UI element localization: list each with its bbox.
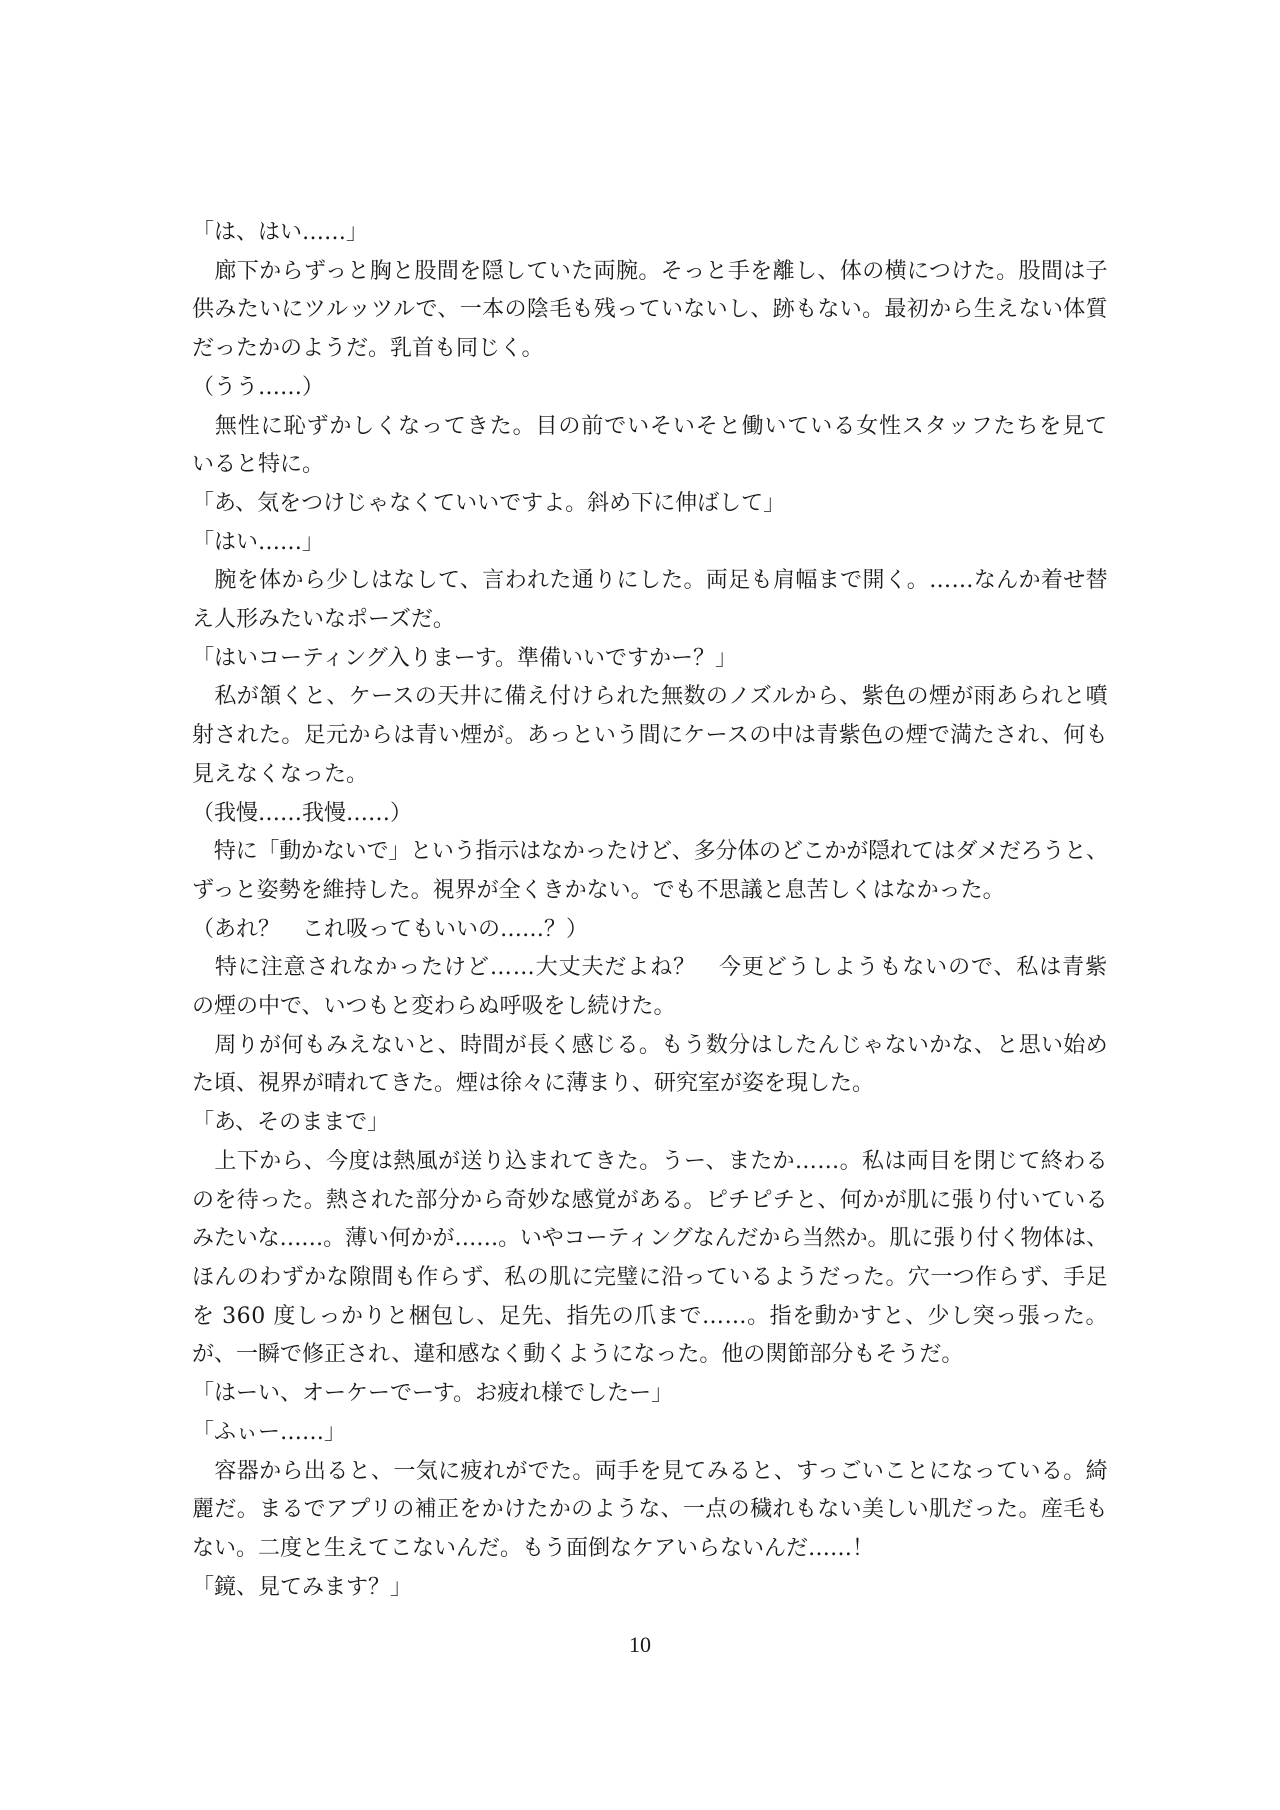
paragraph (192, 524, 1108, 563)
text-line (192, 1491, 1108, 1530)
text-line (192, 1414, 1108, 1453)
text-line (192, 1065, 1108, 1104)
paragraph (192, 678, 1108, 794)
body-text (192, 214, 1108, 1607)
text-line-content: 麗だ。まるでアプリの補正をかけたかのような、一点の穢れもない美しい肌だった。産毛も (192, 1497, 1108, 1523)
text-line-content: 「あ、気をつけじゃなくていいですよ。斜め下に伸ばして」 (192, 490, 786, 516)
paragraph (192, 949, 1108, 1026)
text-line-content: 「鏡、見てみます？」 (192, 1574, 413, 1600)
text-line-content: 無性に恥ずかしくなってきた。目の前でいそいそと働いている女性スタッフたちを見て (192, 413, 1109, 439)
text-line (192, 408, 1108, 447)
text-line (192, 678, 1108, 717)
text-line-content: 「は、はい……」 (192, 220, 369, 245)
paragraph (192, 640, 1108, 679)
paragraph (192, 485, 1108, 524)
text-line-content: （あれ？ これ吸ってもいいの……？） (192, 916, 589, 942)
text-line-content: のを待った。熱された部分から奇妙な感覚がある。ピチピチと、何かが肌に張り付いている (192, 1187, 1108, 1213)
text-line (192, 717, 1108, 756)
text-line (192, 1104, 1108, 1143)
text-line-content: の煙の中で、いつもと変わらぬ呼吸をし続けた。 (192, 994, 676, 1020)
paragraph (192, 1104, 1108, 1143)
text-line (192, 214, 1108, 253)
paragraph (192, 1375, 1108, 1414)
text-line (192, 524, 1108, 563)
text-line (192, 833, 1108, 872)
text-line (192, 485, 1108, 524)
text-line (192, 1220, 1108, 1259)
paragraph (192, 253, 1108, 369)
text-line-content: が、一瞬で修正され、違和感なく動くようになった。他の関節部分もそうだ。 (192, 1342, 964, 1368)
paragraph (192, 1027, 1108, 1104)
text-line (192, 562, 1108, 601)
text-line-content: いると特に。 (192, 452, 325, 478)
text-line-content: 「あ、そのままで」 (192, 1110, 390, 1136)
text-line (192, 1298, 1108, 1337)
text-line-content: 「ふぃー……」 (192, 1419, 347, 1445)
text-line-content: みたいな……。薄い何かが……。いやコーティングなんだから当然か。肌に張り付く物体は、 (192, 1226, 1109, 1252)
paragraph (192, 911, 1108, 950)
text-line-content: ずっと姿勢を維持した。視界が全くきかない。でも不思議と息苦しくはなかった。 (192, 877, 1005, 903)
text-line-content: 供みたいにツルッツルで、一本の陰毛も残っていないし、跡もない。最初から生えない体質 (192, 297, 1108, 323)
text-line (192, 872, 1108, 911)
text-line (192, 1453, 1108, 1492)
paragraph (192, 1143, 1108, 1375)
text-line (192, 369, 1108, 408)
paragraph (192, 214, 1108, 253)
text-line (192, 1182, 1108, 1221)
text-line-content: 「はーい、オーケーでーす。お疲れ様でしたー」 (192, 1381, 674, 1407)
paragraph (192, 408, 1108, 485)
text-line (192, 1375, 1108, 1414)
text-line (192, 795, 1108, 834)
text-line-content: 特に注意されなかったけど……大丈夫だよね？ 今更どうしようもないので、私は青紫 (192, 955, 1109, 981)
text-line-content: た頃、視界が晴れてきた。煙は徐々に薄まり、研究室が姿を現した。 (192, 1071, 875, 1097)
text-line-content: 廊下からずっと胸と股間を隠していた両腕。そっと手を離し、体の横につけた。股間は子 (192, 258, 1108, 284)
text-line (192, 1143, 1108, 1182)
paragraph (192, 1569, 1108, 1608)
text-line (192, 756, 1108, 795)
text-line-content: ほんのわずかな隙間も作らず、私の肌に完璧に沿っているようだった。穴一つ作らず、手足 (192, 1264, 1108, 1290)
text-line-content: え人形みたいなポーズだ。 (192, 607, 455, 633)
paragraph (192, 833, 1108, 910)
paragraph (192, 1453, 1108, 1569)
text-line (192, 1259, 1108, 1298)
text-line-content: 「はい……」 (192, 529, 325, 555)
text-line-content: 容器から出ると、一気に疲れがでた。両手を見てみると、すっごいことになっている。綺 (192, 1458, 1108, 1484)
text-line-content: （我慢……我慢……） (192, 800, 413, 826)
text-line-content: 腕を体から少しはなして、言われた通りにした。両足も肩幅まで開く。……なんか着せ替 (192, 568, 1109, 594)
text-line-content: 私が頷くと、ケースの天井に備え付けられた無数のノズルから、紫色の煙が雨あられと噴 (192, 684, 1108, 710)
text-line-content: だったかのようだ。乳首も同じく。 (192, 336, 544, 362)
text-line (192, 1569, 1108, 1608)
text-line-content: ない。二度と生えてこないんだ。もう面倒なケアいらないんだ……！ (192, 1535, 875, 1561)
paragraph (192, 795, 1108, 834)
text-line-content: （うう……） (192, 374, 325, 400)
text-line-content: 特に「動かないで」という指示はなかったけど、多分体のどこかが隠れてはダメだろうと、 (192, 839, 1108, 865)
paragraph (192, 1414, 1108, 1453)
text-line (192, 988, 1108, 1027)
text-line (192, 640, 1108, 679)
text-line (192, 253, 1108, 292)
text-line (192, 911, 1108, 950)
text-line (192, 291, 1108, 330)
text-line (192, 330, 1108, 369)
text-line (192, 446, 1108, 485)
text-line (192, 601, 1108, 640)
paragraph (192, 369, 1108, 408)
text-line-content: 見えなくなった。 (192, 761, 369, 787)
text-line-content: 上下から、今度は熱風が送り込まれてきた。うー、またか……。私は両目を閉じて終わる (192, 1148, 1109, 1174)
text-line (192, 949, 1108, 988)
page-number: 10 (629, 1632, 651, 1657)
text-line (192, 1530, 1108, 1569)
text-line-content: 「はいコーティング入りまーす。準備いいですかー？」 (192, 645, 737, 671)
text-line-content: 周りが何もみえないと、時間が長く感じる。もう数分はしたんじゃないかな、と思い始め (192, 1032, 1108, 1058)
paragraph (192, 562, 1108, 639)
text-line (192, 1336, 1108, 1375)
text-line (192, 1027, 1108, 1066)
text-line-content: 射された。足元からは青い煙が。あっという間にケースの中は青紫色の煙で満たされ、何も (192, 723, 1108, 749)
text-line-content: を 360 度しっかりと梱包し、足先、指先の爪まで……。指を動かすと、少し突っ張った。 (192, 1303, 1109, 1329)
